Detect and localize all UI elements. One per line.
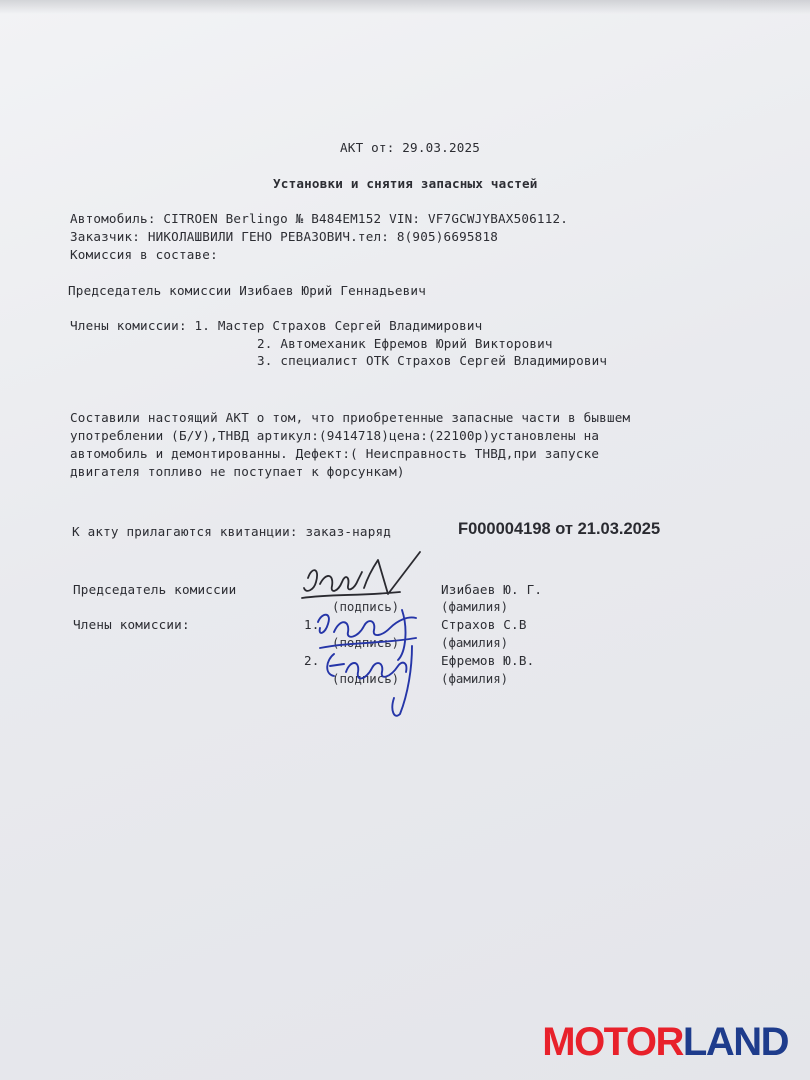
- body-line-3: автомобиль и демонтированны. Дефект:( Неисправность ТНВД,при запуске: [70, 446, 600, 461]
- logo-part-motor: MOTOR: [542, 1020, 683, 1064]
- body-line-1: Составили настоящий АКТ о том, что приобретенные запасные части в бывшем: [70, 410, 631, 425]
- member1-signature: [318, 610, 416, 660]
- member1-name: Страхов С.В: [441, 617, 527, 632]
- name-caption-member1: (фамилия): [441, 635, 509, 650]
- chairman-line: Председатель комиссии Изибаев Юрий Геннадьевич: [68, 283, 426, 298]
- document-subtitle: Установки и снятия запасных частей: [273, 176, 538, 191]
- members-label: Члены комиссии:: [73, 617, 190, 632]
- member2-name: Ефремов Ю.В.: [441, 653, 535, 668]
- motorland-logo: [542, 1022, 788, 1062]
- document-title: АКТ от: 29.03.2025: [340, 140, 481, 155]
- commission-line: Комиссия в составе:: [70, 247, 218, 262]
- members-line-1: Члены комиссии: 1. Мастер Страхов Сергей Владимирович: [70, 318, 483, 333]
- customer-line: Заказчик: НИКОЛАШВИЛИ ГЕНО РЕВАЗОВИЧ.тел: 8(905)6695818: [70, 229, 499, 244]
- vehicle-line: Автомобиль: CITROEN Berlingo № В484ЕМ152 VIN: VF7GCWJYBAX506112.: [70, 211, 569, 226]
- invoice-number: F000004198 от 21.03.2025: [458, 520, 661, 538]
- handwritten-signatures: [290, 548, 450, 720]
- name-caption-member2: (фамилия): [441, 671, 509, 686]
- name-caption-chairman: (фамилия): [441, 599, 509, 614]
- member-number-2: 2.: [304, 653, 320, 668]
- sign-caption-chairman: (подпись): [332, 599, 400, 614]
- attachment-text: К акту прилагаются квитанции: заказ-наряд: [72, 524, 392, 539]
- member2-signature: [327, 646, 412, 716]
- logo-part-land: LAND: [682, 1020, 788, 1064]
- body-line-4: двигателя топливо не поступает к форсункам): [70, 464, 405, 479]
- chairman-signature: [302, 552, 420, 598]
- members-line-2: 2. Автомеханик Ефремов Юрий Викторович: [257, 336, 553, 351]
- sign-caption-member1: (подпись): [332, 635, 400, 650]
- body-line-2: употреблении (Б/У),ТНВД артикул:(9414718)цена:(22100р)установлены на: [70, 428, 600, 443]
- chairman-name: Изибаев Ю. Г.: [441, 582, 543, 597]
- members-line-3: 3. специалист ОТК Страхов Сергей Владимирович: [257, 353, 608, 368]
- sign-caption-member2: (подпись): [332, 671, 400, 686]
- chairman-label: Председатель комиссии: [73, 582, 237, 597]
- member-number-1: 1.: [304, 617, 320, 632]
- top-edge-shadow: [0, 0, 810, 14]
